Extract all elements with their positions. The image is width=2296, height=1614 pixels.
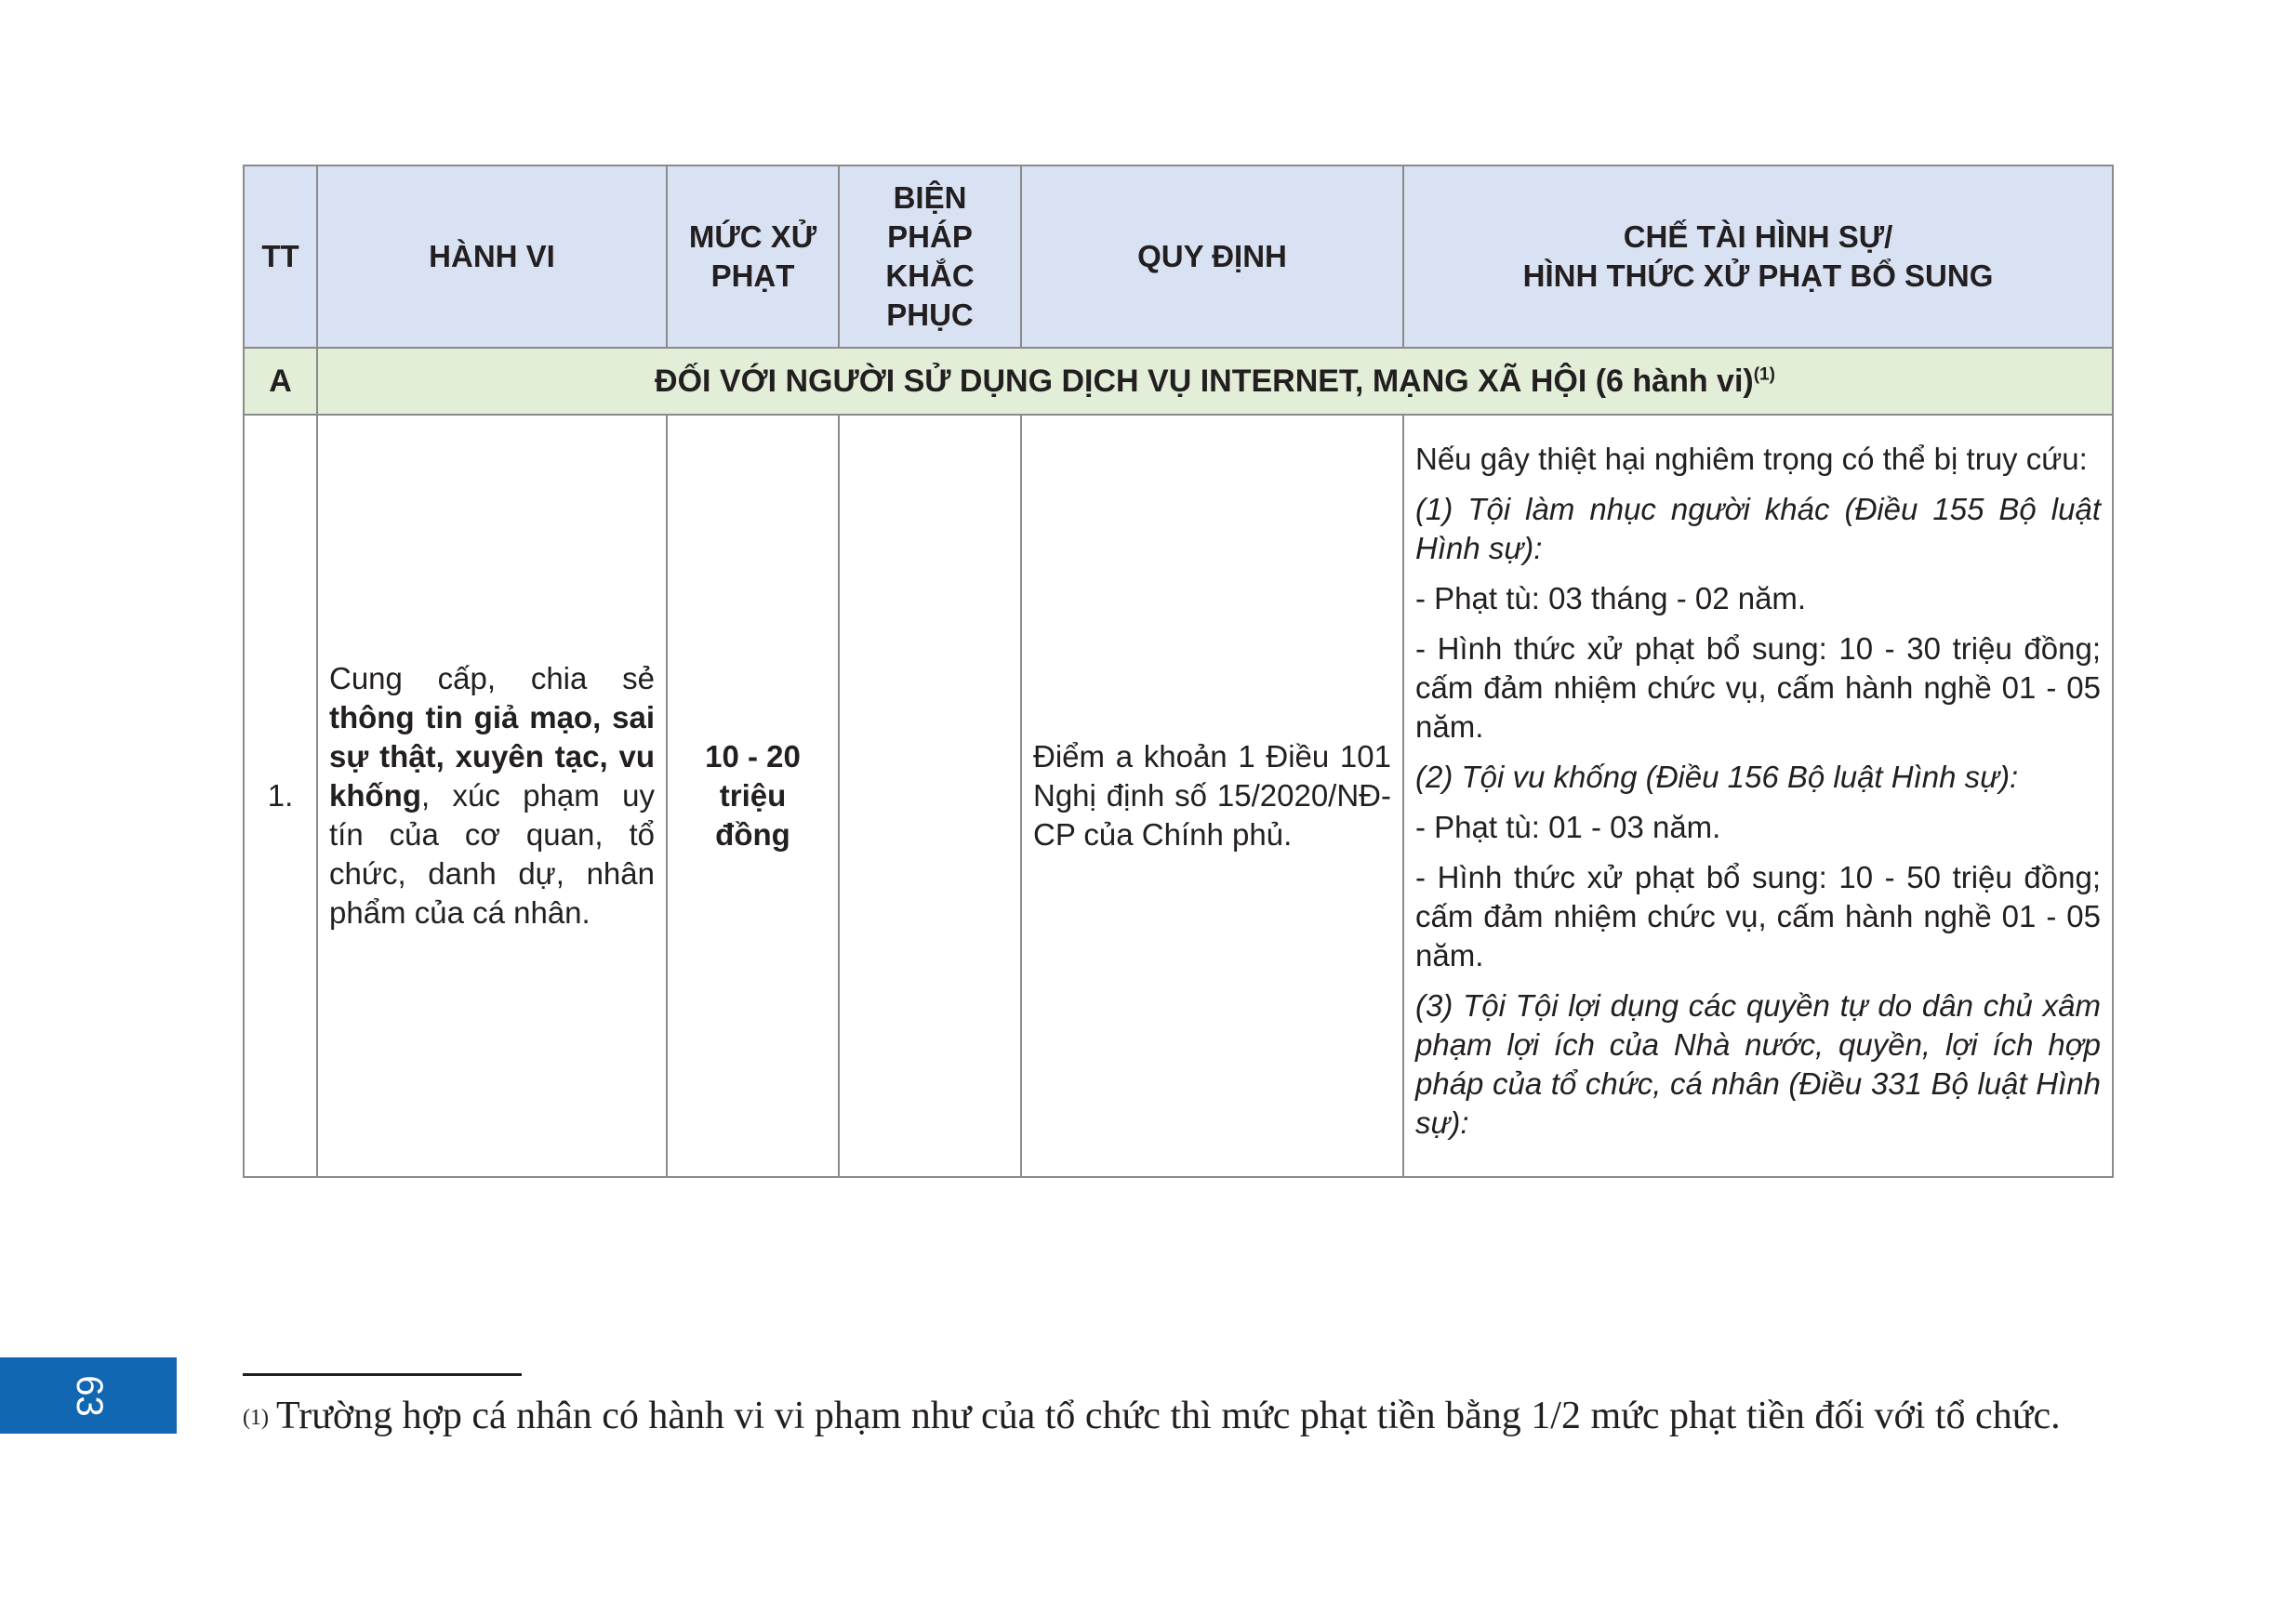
section-title-cell <box>317 348 2113 415</box>
header-bien-phap: BIỆN PHÁP KHẮC PHỤC <box>839 165 1021 348</box>
section-row <box>244 348 2113 415</box>
section-code: A <box>244 348 317 415</box>
criminal-sanction-item: (2) Tội vu khống (Điều 156 Bộ luật Hình sự): <box>1415 760 2019 794</box>
act-bold: thông tin giả mạo, sai sự thật, xuyên tạc, vu khống <box>329 700 655 813</box>
criminal-sanction-item: - Hình thức xử phạt bổ sung: 10 - 30 triệu đồng; cấm đảm nhiệm chức vụ, cấm hành nghề 01 - 05 năm. <box>1415 631 2101 744</box>
act-suffix: , xúc phạm uy tín của cơ quan, tổ chức, danh dự, nhân phẩm của cá nhân. <box>329 778 655 930</box>
header-tt: TT <box>244 165 317 348</box>
criminal-sanction-item: (3) Tội Tội lợi dụng các quyền tự do dân chủ xâm phạm lợi ích của Nhà nước, quyền, lợi ích hợp pháp của tổ chức, cá nhân (Điều 331 Bộ luật Hình sự): <box>1415 988 2101 1140</box>
criminal-sanctions-list <box>1415 440 2101 1143</box>
table-row <box>244 415 2113 1177</box>
header-muc-xu-phat: MỨC XỬ PHẠT <box>667 165 839 348</box>
header-che-tai-line2: HÌNH THỨC XỬ PHẠT BỔ SUNG <box>1522 258 1994 293</box>
criminal-sanction-item: Nếu gây thiệt hại nghiêm trọng có thể bị truy cứu: <box>1415 442 2088 476</box>
criminal-sanction-item: - Phạt tù: 01 - 03 năm. <box>1415 810 1721 844</box>
page-number: 63 <box>68 1374 110 1417</box>
criminal-sanction-item: - Phạt tù: 03 tháng - 02 năm. <box>1415 581 1807 615</box>
section-footnote-ref: (1) <box>1753 364 1775 385</box>
footnote-divider <box>243 1373 522 1376</box>
footnote <box>243 1391 2112 1441</box>
row-regulation: Điểm a khoản 1 Điều 101 Nghị định số 15/2020/NĐ-CP của Chính phủ. <box>1021 415 1403 1177</box>
criminal-sanction-item: - Hình thức xử phạt bổ sung: 10 - 50 triệu đồng; cấm đảm nhiệm chức vụ, cấm hành nghề 01 - 05 năm. <box>1415 860 2101 972</box>
section-title: ĐỐI VỚI NGƯỜI SỬ DỤNG DỊCH VỤ INTERNET, MẠNG XÃ HỘI (6 hành vi) <box>655 364 1754 399</box>
header-hanh-vi: HÀNH VI <box>317 165 667 348</box>
footnote-marker: (1) <box>243 1406 269 1430</box>
row-remedy <box>839 415 1021 1177</box>
penalty-table <box>243 165 2114 1178</box>
criminal-sanction-item: (1) Tội làm nhục người khác (Điều 155 Bộ luật Hình sự): <box>1415 492 2101 565</box>
header-quy-dinh: QUY ĐỊNH <box>1021 165 1403 348</box>
act-prefix: Cung cấp, chia sẻ <box>329 661 655 695</box>
page-number-tab <box>0 1357 177 1434</box>
header-che-tai-line1: CHẾ TÀI HÌNH SỰ/ <box>1623 219 1893 254</box>
row-fine: 10 - 20 triệu đồng <box>667 415 839 1177</box>
table-header-row <box>244 165 2113 348</box>
header-che-tai <box>1403 165 2113 348</box>
footnote-text: Trường hợp cá nhân có hành vi vi phạm như của tổ chức thì mức phạt tiền bằng 1/2 mức phạt tiền đối với tổ chức. <box>275 1395 2061 1437</box>
row-number: 1. <box>244 415 317 1177</box>
row-criminal <box>1403 415 2113 1177</box>
row-act <box>317 415 667 1177</box>
